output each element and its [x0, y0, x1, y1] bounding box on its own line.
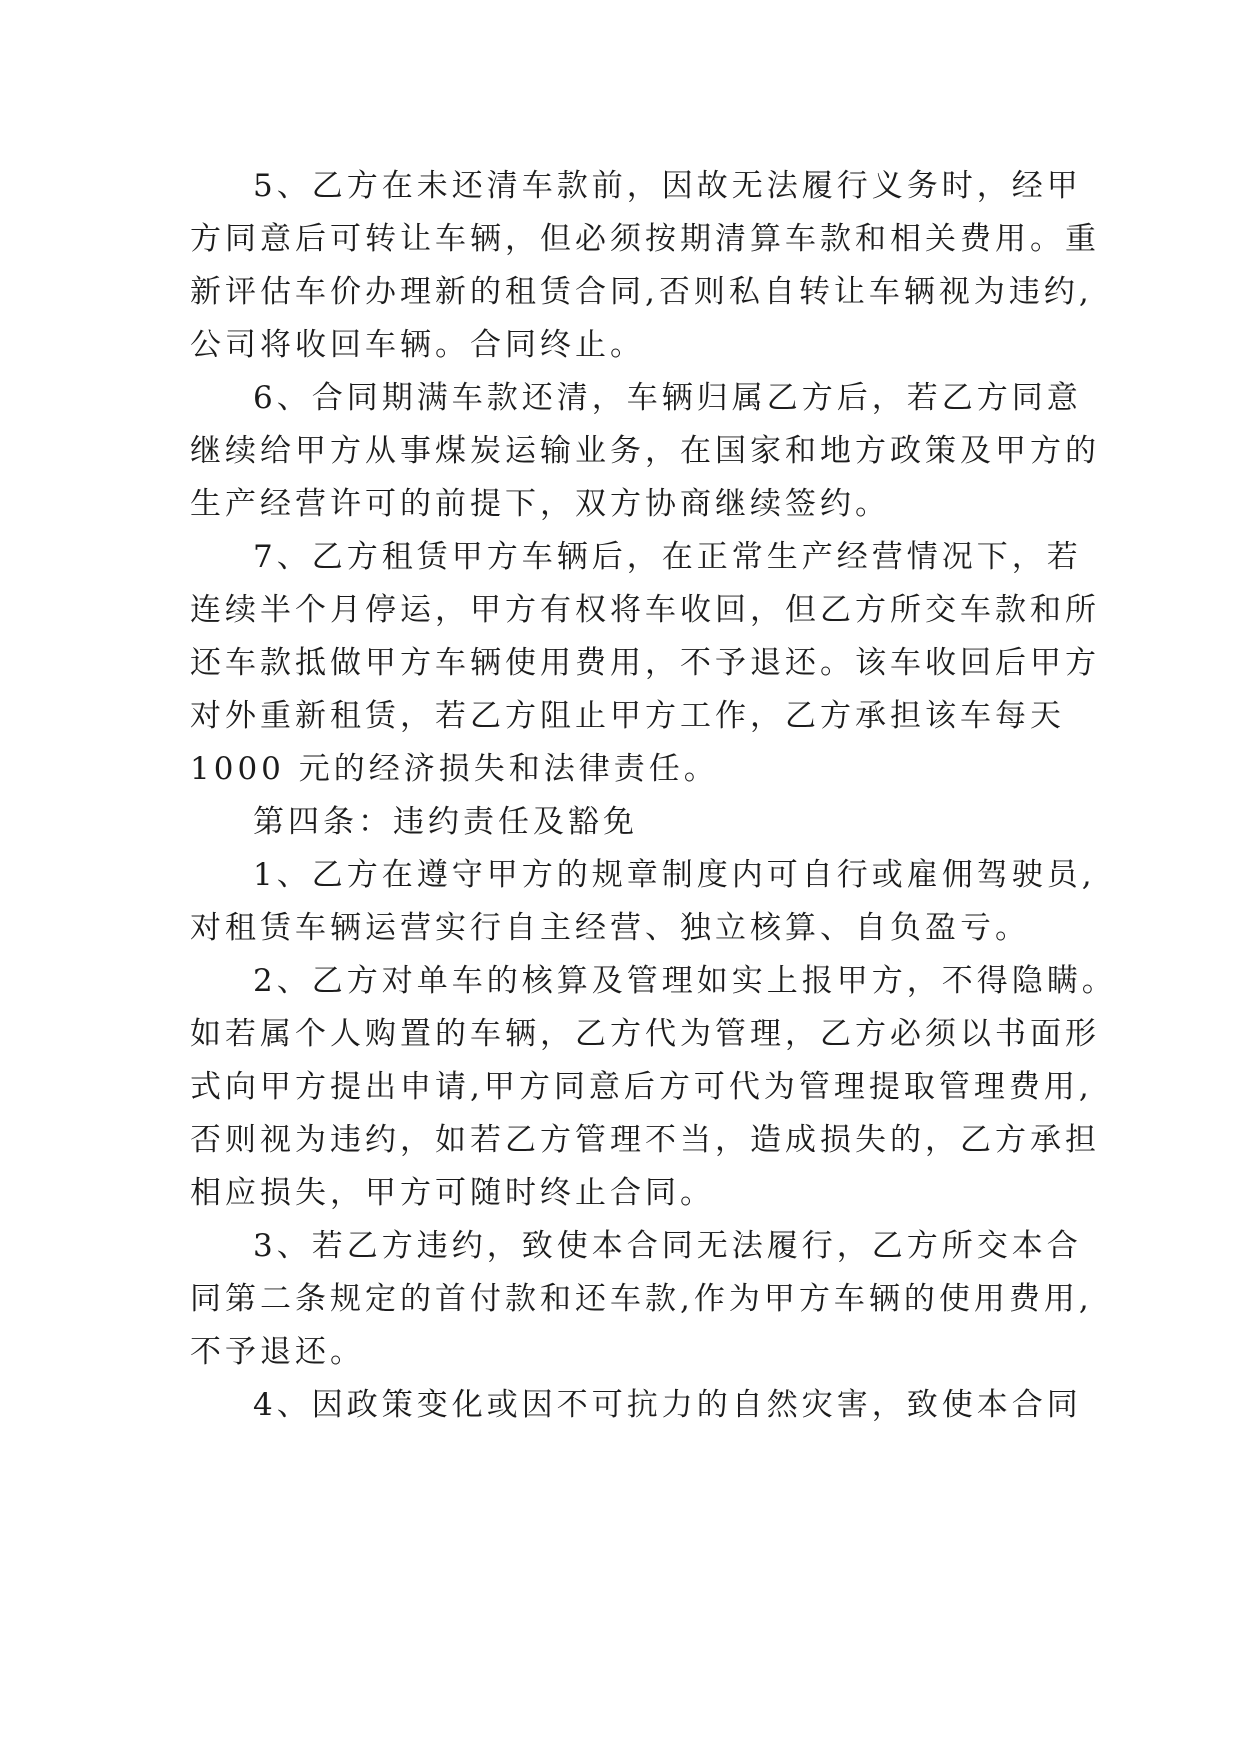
text-line: 生产经营许可的前提下，双方协商继续签约。	[190, 486, 890, 522]
text-line: 不予退还。	[190, 1334, 365, 1370]
section-heading: 第四条：违约责任及豁免	[253, 804, 638, 840]
text-line: 否则视为违约，如若乙方管理不当，造成损失的，乙方承担	[190, 1122, 1100, 1158]
paragraph-article4-item-4	[190, 1379, 1082, 1432]
text-line: 同第二条规定的首付款和还车款,作为甲方车辆的使用费用,	[190, 1281, 1093, 1317]
paragraph-item-5	[190, 160, 1100, 372]
text-line: 3、若乙方违约，致使本合同无法履行，乙方所交本合	[253, 1228, 1082, 1264]
text-line: 如若属个人购置的车辆，乙方代为管理，乙方必须以书面形	[190, 1016, 1100, 1052]
text-line: 新评估车价办理新的租赁合同,否则私自转让车辆视为违约,	[190, 274, 1093, 310]
text-line: 5、乙方在未还清车款前，因故无法履行义务时，经甲	[253, 168, 1082, 204]
text-line: 6、合同期满车款还清，车辆归属乙方后，若乙方同意	[253, 380, 1082, 416]
text-line: 公司将收回车辆。合同终止。	[190, 327, 645, 363]
text-line: 1、乙方在遵守甲方的规章制度内可自行或雇佣驾驶员,	[253, 857, 1096, 893]
paragraph-article4-item-3	[190, 1220, 1093, 1379]
paragraph-article4-item-1	[190, 849, 1096, 955]
text-line: 式向甲方提出申请,甲方同意后方可代为管理提取管理费用,	[190, 1069, 1093, 1105]
text-line: 2、乙方对单车的核算及管理如实上报甲方，不得隐瞒。	[253, 963, 1117, 999]
paragraph-item-6	[190, 372, 1100, 531]
paragraph-article4-item-2	[190, 955, 1117, 1220]
paragraph-item-7	[190, 531, 1100, 796]
text-line: 继续给甲方从事煤炭运输业务，在国家和地方政策及甲方的	[190, 433, 1100, 469]
text-line: 还车款抵做甲方车辆使用费用，不予退还。该车收回后甲方	[190, 645, 1100, 681]
document-body	[190, 160, 1117, 1432]
text-line: 连续半个月停运，甲方有权将车收回，但乙方所交车款和所	[190, 592, 1100, 628]
text-line: 7、乙方租赁甲方车辆后，在正常生产经营情况下，若	[253, 539, 1082, 575]
text-line: 方同意后可转让车辆，但必须按期清算车款和相关费用。重	[190, 221, 1100, 257]
article-heading	[190, 796, 1070, 849]
text-line: 1000 元的经济损失和法律责任。	[190, 751, 719, 787]
text-line: 相应损失，甲方可随时终止合同。	[190, 1175, 715, 1211]
text-line: 4、因政策变化或因不可抗力的自然灾害，致使本合同	[253, 1387, 1082, 1423]
text-line: 对租赁车辆运营实行自主经营、独立核算、自负盈亏。	[190, 910, 1030, 946]
text-line: 对外重新租赁，若乙方阻止甲方工作，乙方承担该车每天	[190, 698, 1065, 734]
